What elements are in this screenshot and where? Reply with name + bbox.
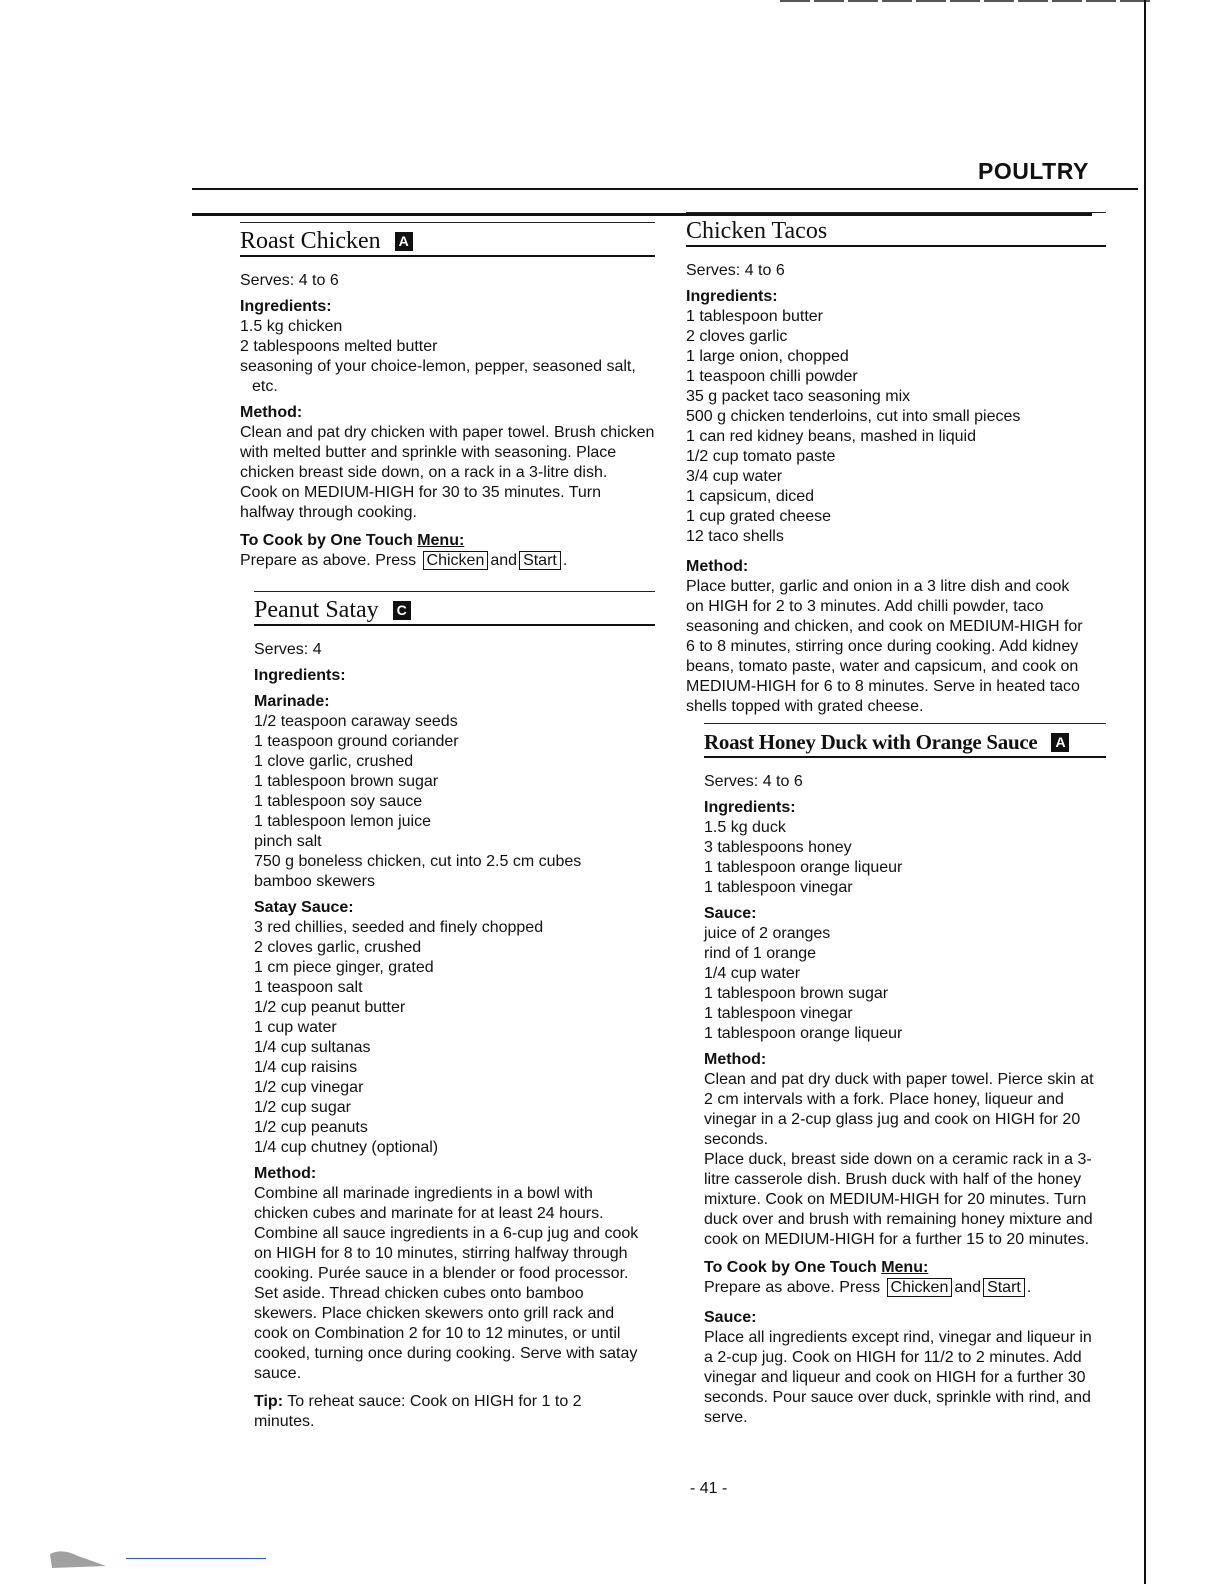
tip-label: Tip:	[254, 1393, 284, 1410]
recipe-roast-duck	[704, 723, 1106, 1428]
cooking-mode-badge: C	[393, 601, 411, 620]
instruction-text: Prepare as above. Press	[240, 552, 417, 569]
list-item: pinch salt	[254, 833, 322, 850]
list-item: 1/2 cup sugar	[254, 1099, 351, 1116]
section-title: POULTRY	[978, 158, 1089, 184]
ingredients-list	[686, 307, 1106, 547]
method-text: Cook on MEDIUM-HIGH for 30 to 35 minutes. Turn halfway through cooking.	[240, 484, 602, 521]
recipe-title-text: Roast Honey Duck with Orange Sauce	[704, 730, 1038, 754]
recipe-title-text: Roast Chicken	[240, 228, 381, 254]
list-item: 12 taco shells	[686, 528, 784, 545]
satay-sauce-list	[254, 918, 655, 1158]
list-item: 1 large onion, chopped	[686, 348, 849, 365]
list-item: 1 cup grated cheese	[686, 508, 831, 525]
menu-word: Menu:	[417, 532, 465, 549]
list-item: 1 cup water	[254, 1019, 337, 1036]
period: .	[1026, 1279, 1032, 1296]
header-rule	[192, 188, 1138, 190]
list-item: 1/2 cup tomato paste	[686, 448, 836, 465]
serves: Serves: 4	[254, 641, 322, 658]
scan-edge-line	[1144, 0, 1146, 1584]
chicken-key: Chicken	[423, 551, 489, 570]
one-touch-instruction	[704, 1278, 1106, 1298]
list-item: bamboo skewers	[254, 873, 375, 890]
recipe-roast-chicken	[240, 222, 655, 571]
list-item: 3 red chillies, seeded and finely chopped	[254, 919, 544, 936]
list-item: 1 tablespoon brown sugar	[704, 985, 889, 1002]
recipe-title	[686, 212, 1106, 247]
list-item: 1/4 cup water	[704, 965, 801, 982]
recipe-title	[254, 591, 655, 626]
list-item: 500 g chicken tenderloins, cut into small pieces	[686, 408, 1021, 425]
right-column	[686, 212, 1106, 1428]
list-item: seasoning of your choice-lemon, pepper, seasoned salt, etc.	[240, 358, 636, 395]
method-text: Clean and pat dry chicken with paper towel. Brush chicken with melted butter and sprinkle with seasoning. Place chicken breast side down, on a rack in a 3-litre dish.	[240, 424, 655, 481]
list-item: 3/4 cup water	[686, 468, 783, 485]
list-item: 1 tablespoon orange liqueur	[704, 1025, 903, 1042]
list-item: 2 tablespoons melted butter	[240, 338, 438, 355]
one-touch-label	[240, 531, 655, 551]
method-text: Place duck, breast side down on a ceramic rack in a 3-litre casserole dish. Brush duck with half of the honey mixture. Cook on MEDIUM-HIGH for 20 minutes. Turn duck over and brush with remaining honey mixture and cook on MEDIUM-HIGH for a further 15 to 20 minutes.	[704, 1151, 1093, 1248]
ingredients-label: Ingredients:	[240, 298, 332, 315]
one-touch-label	[704, 1258, 1106, 1278]
list-item: 1 capsicum, diced	[686, 488, 815, 505]
one-touch-label-text: To Cook by One Touch	[704, 1259, 877, 1276]
list-item: rind of 1 orange	[704, 945, 817, 962]
list-item: 1/4 cup raisins	[254, 1059, 358, 1076]
serves: Serves: 4 to 6	[686, 262, 785, 279]
serves: Serves: 4 to 6	[704, 773, 803, 790]
sauce-method-text: Place all ingredients except rind, vinegar and liqueur in a 2-cup jug. Cook on HIGH for 11/2 to 2 minutes. Add vinegar and liqueur and cook on HIGH for a further 30 seconds. Pour sauce over duck, sprinkle with rind, and serve.	[704, 1329, 1092, 1426]
serves: Serves: 4 to 6	[240, 272, 339, 289]
sauce-method-label: Sauce:	[704, 1309, 757, 1326]
list-item: 2 cloves garlic	[686, 328, 788, 345]
left-column	[240, 222, 655, 1432]
tip-text: To reheat sauce: Cook on HIGH for 1 to 2 minutes.	[254, 1393, 582, 1430]
list-item: 1 cm piece ginger, grated	[254, 959, 434, 976]
list-item: 1 tablespoon soy sauce	[254, 793, 423, 810]
recipe-title-text: Chicken Tacos	[686, 218, 828, 244]
one-touch-instruction	[240, 551, 655, 571]
method-text: Clean and pat dry duck with paper towel. Pierce skin at 2 cm intervals with a fork. Place honey, liqueur and vinegar in a 2-cup glass jug and cook on HIGH for 20 seconds.	[704, 1071, 1094, 1148]
marinade-label: Marinade:	[254, 693, 330, 710]
recipe-title	[240, 222, 655, 257]
list-item: 1/4 cup chutney (optional)	[254, 1139, 439, 1156]
start-key: Start	[983, 1278, 1025, 1297]
cooking-mode-badge: A	[1051, 733, 1069, 752]
list-item: 2 cloves garlic, crushed	[254, 939, 422, 956]
scan-edge-dash	[780, 0, 1150, 2]
satay-sauce-label: Satay Sauce:	[254, 899, 354, 916]
period: .	[562, 552, 568, 569]
recipe-title	[704, 723, 1106, 758]
method-label: Method:	[704, 1051, 767, 1068]
list-item: juice of 2 oranges	[704, 925, 831, 942]
recipe-title-text: Peanut Satay	[254, 597, 379, 623]
list-item: 1 teaspoon ground coriander	[254, 733, 459, 750]
one-touch-label-text: To Cook by One Touch	[240, 532, 413, 549]
recipe-peanut-satay	[254, 591, 655, 1432]
sauce-list	[704, 924, 1106, 1044]
list-item: 1 tablespoon orange liqueur	[704, 859, 903, 876]
list-item: 1 tablespoon vinegar	[704, 1005, 853, 1022]
list-item: 1/2 cup peanut butter	[254, 999, 406, 1016]
method-label: Method:	[240, 404, 303, 421]
list-item: 1/2 cup vinegar	[254, 1079, 364, 1096]
page-number: - 41 -	[690, 1480, 728, 1497]
scan-artifact	[48, 1540, 108, 1570]
list-item: 35 g packet taco seasoning mix	[686, 388, 911, 405]
marinade-list	[254, 712, 655, 892]
list-item: 1 tablespoon lemon juice	[254, 813, 432, 830]
list-item: 1 tablespoon vinegar	[704, 879, 853, 896]
and-word: and	[954, 1279, 982, 1296]
list-item: 1/2 cup peanuts	[254, 1119, 368, 1136]
and-word: and	[490, 552, 518, 569]
list-item: 750 g boneless chicken, cut into 2.5 cm cubes	[254, 853, 582, 870]
list-item: 1 tablespoon brown sugar	[254, 773, 439, 790]
ingredients-label: Ingredients:	[704, 799, 796, 816]
list-item: 1 teaspoon salt	[254, 979, 363, 996]
list-item: 1 tablespoon butter	[686, 308, 823, 325]
menu-word: Menu:	[881, 1259, 929, 1276]
list-item: 1.5 kg duck	[704, 819, 786, 836]
method-text: Place butter, garlic and onion in a 3 litre dish and cook on HIGH for 2 to 3 minutes. Add chilli powder, taco seasoning and chicken, and cook on MEDIUM-HIGH for 6 to 8 minutes, stirring once during cooking. Add kidney beans, tomato paste, water and capsicum, and cook on MEDIUM-HIGH for 6 to 8 minutes. Serve in heated taco shells topped with grated cheese.	[686, 578, 1083, 715]
ingredients-list	[240, 317, 655, 397]
list-item: 3 tablespoons honey	[704, 839, 852, 856]
chicken-key: Chicken	[887, 1278, 953, 1297]
list-item: 1 can red kidney beans, mashed in liquid	[686, 428, 976, 445]
ingredients-label: Ingredients:	[254, 667, 346, 684]
list-item: 1 teaspoon chilli powder	[686, 368, 858, 385]
ingredients-list	[704, 818, 1106, 898]
sauce-label: Sauce:	[704, 905, 757, 922]
list-item: 1/4 cup sultanas	[254, 1039, 371, 1056]
method-text: Combine all marinade ingredients in a bowl with chicken cubes and marinate for at least 24 hours. Combine all sauce ingredients in a 6-cup jug and cook on HIGH for 8 to 10 minutes, stirring halfway through cooking. Purée sauce in a blender or food processor. Set aside. Thread chicken cubes onto bamboo skewers. Place chicken skewers onto grill rack and cook on Combination 2 for 10 to 12 minutes, or until cooked, turning once during cooking. Serve with satay sauce.	[254, 1185, 639, 1382]
instruction-text: Prepare as above. Press	[704, 1279, 881, 1296]
method-label: Method:	[254, 1165, 317, 1182]
cooking-mode-badge: A	[395, 232, 413, 251]
list-item: 1 clove garlic, crushed	[254, 753, 414, 770]
footer-line	[126, 1558, 266, 1559]
list-item: 1.5 kg chicken	[240, 318, 343, 335]
tip	[254, 1392, 644, 1432]
list-item: 1/2 teaspoon caraway seeds	[254, 713, 458, 730]
method-label: Method:	[686, 558, 749, 575]
ingredients-label: Ingredients:	[686, 288, 778, 305]
recipe-chicken-tacos	[686, 212, 1106, 717]
start-key: Start	[519, 551, 561, 570]
